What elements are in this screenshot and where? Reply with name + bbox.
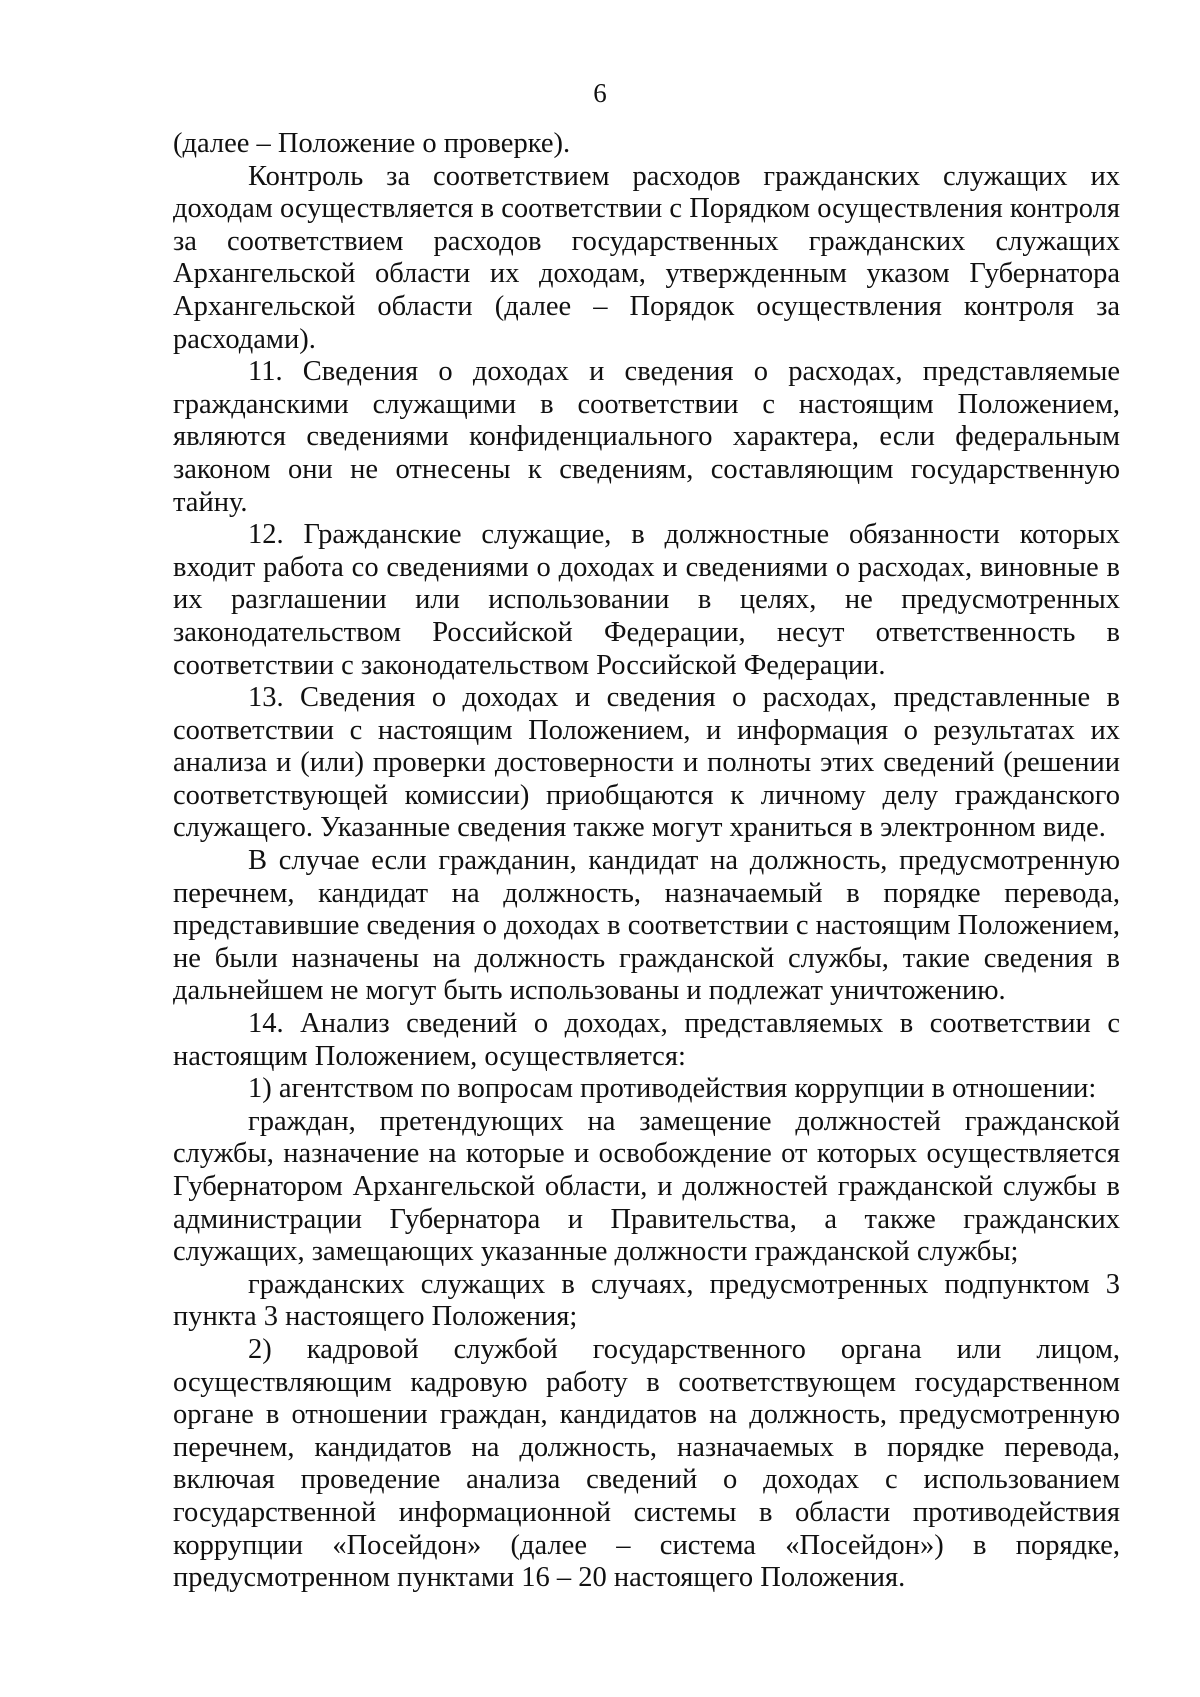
paragraph-item-14: 14. Анализ сведений о доходах, представляемых в соответствии с настоящим Положением, осуществляется: bbox=[173, 1008, 1120, 1072]
paragraph-item-12: 12. Гражданские служащие, в должностные обязанности которых входит работа со сведениями о доходах и сведениями о расходах, виновные в их разглашении или использовании в целях, не предусмотренных законодательством Российской Федерации, несут ответственность в соответствии с законодательством Российской Федерации. bbox=[173, 519, 1120, 681]
paragraph-item-13: 13. Сведения о доходах и сведения о расходах, представленные в соответствии с настоящим Положением, и информация о результатах их анализа и (или) проверки достоверности и полноты этих сведений (решении соответствующей комиссии) приобщаются к личному делу гражданского служащего. Указанные сведения также могут храниться в электронном виде. bbox=[173, 682, 1120, 844]
page-number: 6 bbox=[593, 78, 607, 108]
paragraph-civil-servants: гражданских служащих в случаях, предусмотренных подпунктом 3 пункта 3 настоящего Положения; bbox=[173, 1268, 1120, 1333]
paragraph-citizens: граждан, претендующих на замещение должностей гражданской службы, назначение на которые и освобождение от которых осуществляется Губернатором Архангельской области, и должностей гражданской службы в администрации Губернатора и Правительства, а также гражданских служащих, замещающих указанные должности гражданской службы; bbox=[173, 1105, 1120, 1268]
document-body bbox=[173, 128, 1120, 1595]
paragraph-item-11: 11. Сведения о доходах и сведения о расходах, представляемые гражданскими служащими в соответствии с настоящим Положением, являются сведениями конфиденциального характера, если федеральным законом они не отнесены к сведениям, составляющим государственную тайну. bbox=[173, 356, 1120, 518]
paragraph-subitem-1: 1) агентством по вопросам противодействия коррупции в отношении: bbox=[248, 1073, 1097, 1105]
paragraph-destruction: В случае если гражданин, кандидат на должность, предусмотренную перечнем, кандидат на должность, назначаемый в порядке перевода, представившие сведения о доходах в соответствии с настоящим Положением, не были назначены на должность гражданской службы, такие сведения в дальнейшем не могут быть использованы и подлежат уничтожению. bbox=[173, 845, 1120, 1007]
paragraph-continuation: (далее – Положение о проверке). bbox=[173, 128, 571, 159]
paragraph-subitem-2: 2) кадровой службой государственного органа или лицом, осуществляющим кадровую работу в соответствующем государственном органе в отношении граждан, кандидатов на должность, предусмотренную перечнем, кандидатов на должность, назначаемых в порядке перевода, включая проведение анализа сведений о доходах с использованием государственной информационной системы в области противодействия коррупции «Посейдон» (далее – система «Посейдон») в порядке, предусмотренном пунктами 16 – 20 настоящего Положения. bbox=[173, 1333, 1120, 1594]
paragraph-expense-control: Контроль за соответствием расходов гражданских служащих их доходам осуществляется в соответствии с Порядком осуществления контроля за соответствием расходов государственных гражданских служащих Архангельской области их доходам, утвержденным указом Губернатора Архангельской области (далее – Порядок осуществления контроля за расходами). bbox=[173, 160, 1120, 355]
